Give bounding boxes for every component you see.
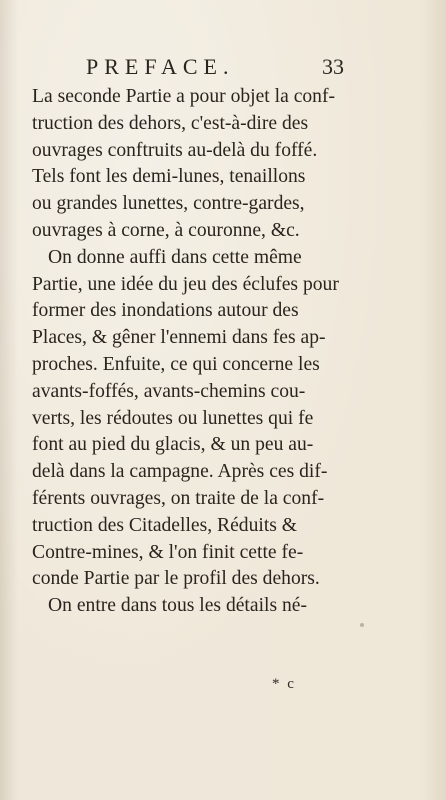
page-header <box>0 54 446 80</box>
page-number: 33 <box>322 54 344 79</box>
text-line: ouvrages conftruits au-delà du foffé. <box>32 139 318 161</box>
text-line: Partie, une idée du jeu des éclufes pour <box>32 273 339 295</box>
text-line: font au pied du glacis, & un peu au- <box>32 434 314 456</box>
text-line: conde Partie par le profil des dehors. <box>32 568 320 590</box>
running-title: PREFACE. <box>86 54 235 79</box>
text-line: delà dans la campagne. Après ces dif- <box>32 461 328 483</box>
text-line: truction des Citadelles, Réduits & <box>32 514 298 536</box>
body-text <box>32 84 360 620</box>
text-line: ouvrages à corne, à couronne, &c. <box>32 219 300 241</box>
text-line: Places, & gêner l'ennemi dans fes ap- <box>32 327 326 349</box>
ink-spot <box>360 623 364 627</box>
text-line: former des inondations autour des <box>32 300 299 322</box>
text-line: proches. Enfuite, ce qui concerne les <box>32 353 320 375</box>
text-line: Tels font les demi-lunes, tenaillons <box>32 166 306 188</box>
text-line: On donne auffi dans cette même <box>48 246 302 268</box>
text-line: On entre dans tous les détails né- <box>48 595 308 617</box>
text-line: truction des dehors, c'est-à-dire des <box>32 112 309 134</box>
text-line: Contre-mines, & l'on finit cette fe- <box>32 541 304 563</box>
text-line: ou grandes lunettes, contre-gardes, <box>32 193 305 215</box>
text-line: La seconde Partie a pour objet la conf- <box>32 86 336 107</box>
text-line: avants-foffés, avants-chemins cou- <box>32 380 306 402</box>
text-line: verts, les rédoutes ou lunettes qui fe <box>32 407 314 429</box>
catchword: * c <box>272 676 296 692</box>
text-line: férents ouvrages, on traite de la conf- <box>32 487 325 509</box>
